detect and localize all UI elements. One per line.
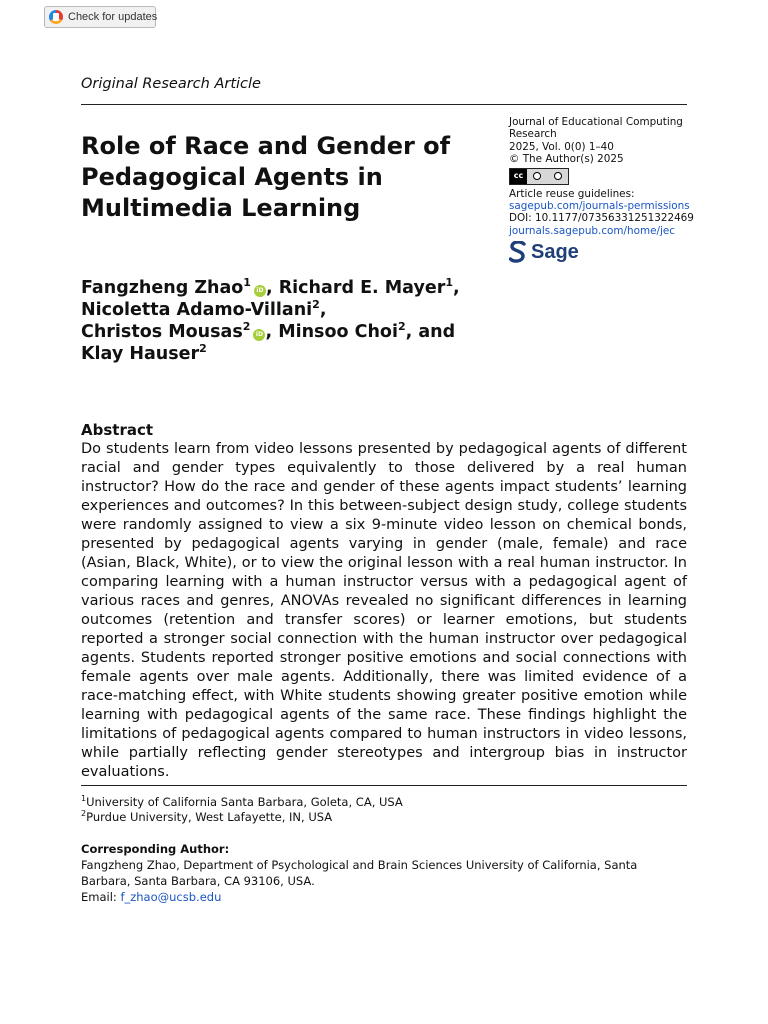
article-title: Role of Race and Gender of Pedagogical Agents in Multimedia Learning	[81, 132, 451, 222]
sage-logo	[509, 241, 694, 263]
journal-info	[509, 116, 694, 263]
author-list	[81, 277, 501, 365]
article-type: Original Research Article	[81, 76, 261, 92]
affiliation-marker: 2	[242, 320, 251, 334]
orcid-icon[interactable]: iD	[253, 329, 265, 341]
check-for-updates-button[interactable]	[44, 6, 156, 28]
author-separator: , and	[405, 322, 456, 342]
affiliation-item	[81, 795, 687, 810]
author-name: Nicoletta Adamo-Villani	[81, 300, 313, 320]
corresponding-author	[81, 841, 687, 905]
corresponding-heading: Corresponding Author:	[81, 842, 230, 856]
author-name: Christos Mousas	[81, 322, 243, 342]
affiliation-marker: 2	[312, 298, 320, 312]
affiliation-marker: 1	[445, 276, 454, 290]
affiliation-text: University of California Santa Barbara, Goleta, CA, USA	[86, 795, 403, 809]
abstract-text: Do students learn from video lessons presented by pedagogical agents of different racial and gender types equivalently to those delivered by a real human instructor? How do the race and gender of these agents impact students’ learning experiences and outcomes? In this between-subject design study, college students were randomly assigned to view a six 9-minute video lesson on chemical bonds, presented by pedagogical agents varying in gender (male, female) and race (Asian, Black, White), or to view the original lesson with a real human instructor. In comparing learning with a human instructor versus with a pedagogical agent of various races and genres, ANOVAs revealed no significant differences in learning outcomes (retention and transfer scores) or learner emotions, but students reported a stronger social connection with the human instructor over pedagogical agents. Students reported stronger positive emotions and social connections with female agents over male agents. Additionally, there was limited evidence of a race-matching effect, with White students showing greater positive emotion while learning with pedagogical agents of the same race. These findings highlight the limitations of pedagogical agents compared to human instructors in video lessons, while partially reflecting gender stereotypes and intergroup bias in instructor evaluations.	[81, 441, 687, 780]
affiliation-marker: 2	[397, 320, 406, 334]
copyright: © The Author(s) 2025	[509, 153, 624, 166]
reuse-label: Article reuse guidelines:	[509, 187, 635, 200]
sage-wordmark: Sage	[531, 241, 579, 264]
abstract-heading: Abstract	[81, 421, 154, 439]
check-for-updates-label: Check for updates	[68, 11, 158, 23]
journal-name: Journal of Educational Computing Research	[509, 116, 683, 141]
permissions-link[interactable]: sagepub.com/journals-permissions	[509, 200, 690, 213]
author-separator: ,	[319, 300, 327, 320]
orcid-icon[interactable]: iD	[254, 285, 266, 297]
author-name: Klay Hauser	[81, 344, 200, 364]
cc-icon: cc	[510, 169, 527, 184]
author-name: Minsoo Choi	[278, 322, 398, 342]
affiliation-number: 2	[81, 809, 87, 819]
doi: DOI: 10.1177/07356331251322469	[509, 212, 694, 225]
affiliation-item	[81, 810, 687, 825]
affiliations	[81, 795, 687, 825]
author-separator: ,	[453, 278, 460, 298]
author-separator: ,	[265, 278, 279, 298]
email-link[interactable]: f_zhao@ucsb.edu	[120, 890, 222, 904]
corresponding-text: Fangzheng Zhao, Department of Psychological and Brain Sciences University of California, Santa Barbara, Santa Barbara, CA 93106, USA.	[81, 858, 638, 888]
author-name: Fangzheng Zhao	[81, 278, 244, 298]
footnote-divider	[81, 785, 687, 786]
journal-volume: 2025, Vol. 0(0) 1–40	[509, 140, 614, 153]
email-label: Email:	[81, 890, 121, 904]
cc-license-badge[interactable]	[509, 168, 569, 185]
journal-home-link[interactable]: journals.sagepub.com/home/jec	[509, 224, 675, 237]
header-divider	[81, 104, 687, 105]
affiliation-text: Purdue University, West Lafayette, IN, USA	[86, 810, 333, 824]
affiliation-marker: 2	[199, 342, 207, 356]
author-separator: ,	[265, 322, 279, 342]
sage-s-icon	[509, 241, 526, 263]
nc-icon	[554, 172, 562, 180]
by-icon	[533, 172, 541, 180]
author-name: Richard E. Mayer	[278, 278, 446, 298]
affiliation-number: 1	[81, 794, 87, 804]
crossmark-icon	[49, 10, 63, 24]
affiliation-marker: 1	[243, 276, 251, 290]
